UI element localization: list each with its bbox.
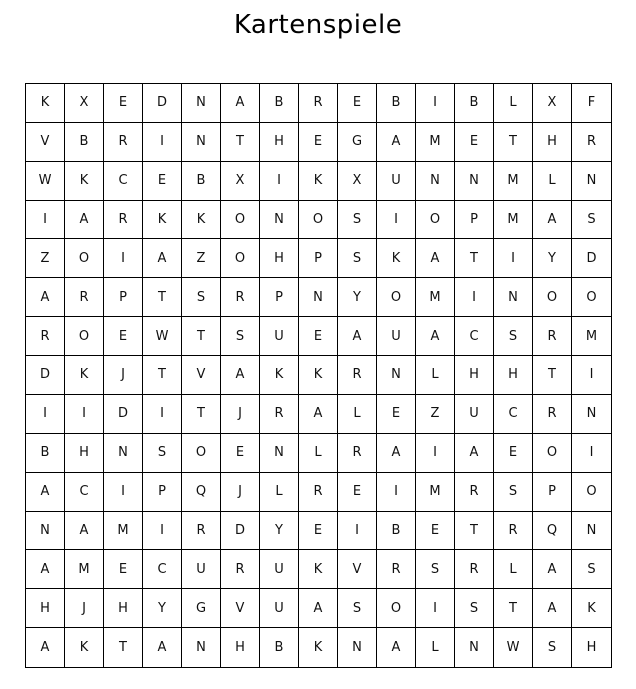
grid-cell: S — [572, 550, 611, 589]
grid-cell: I — [416, 84, 455, 123]
grid-cell: I — [377, 201, 416, 240]
grid-cell: S — [182, 278, 221, 317]
grid-cell: R — [533, 317, 572, 356]
grid-cell: A — [26, 550, 65, 589]
grid-cell: P — [104, 278, 143, 317]
grid-cell: E — [104, 550, 143, 589]
grid-cell: N — [104, 434, 143, 473]
grid-cell: I — [65, 395, 104, 434]
grid-cell: S — [221, 317, 260, 356]
grid-cell: E — [416, 512, 455, 551]
grid-cell: N — [455, 162, 494, 201]
grid-cell: R — [26, 317, 65, 356]
grid-cell: K — [572, 589, 611, 628]
grid-cell: G — [338, 123, 377, 162]
grid-cell: P — [533, 473, 572, 512]
word-search-grid — [25, 83, 612, 668]
grid-cell: T — [455, 512, 494, 551]
grid-cell: O — [182, 434, 221, 473]
grid-cell: V — [221, 589, 260, 628]
grid-cell: M — [104, 512, 143, 551]
grid-cell: I — [26, 395, 65, 434]
grid-cell: J — [221, 473, 260, 512]
grid-cell: A — [221, 356, 260, 395]
grid-cell: I — [104, 239, 143, 278]
grid-cell: L — [533, 162, 572, 201]
grid-cell: I — [416, 434, 455, 473]
grid-cell: L — [494, 550, 533, 589]
grid-cell: N — [377, 356, 416, 395]
grid-cell: K — [299, 356, 338, 395]
grid-cell: T — [533, 356, 572, 395]
grid-cell: T — [182, 317, 221, 356]
grid-cell: U — [455, 395, 494, 434]
grid-cell: R — [533, 395, 572, 434]
grid-cell: N — [26, 512, 65, 551]
grid-cell: B — [377, 84, 416, 123]
grid-cell: K — [65, 162, 104, 201]
grid-cell: K — [377, 239, 416, 278]
grid-cell: H — [586, 640, 597, 656]
grid-cell: P — [455, 201, 494, 240]
grid-cell: N — [572, 512, 611, 551]
grid-cell: A — [533, 589, 572, 628]
grid-cell: E — [494, 434, 533, 473]
grid-cell: Y — [260, 512, 299, 551]
grid-cell: R — [377, 550, 416, 589]
grid-cell: O — [221, 201, 260, 240]
grid-cell: T — [455, 239, 494, 278]
grid-cell: R — [104, 201, 143, 240]
grid-cell: H — [104, 589, 143, 628]
grid-cell: E — [104, 84, 143, 123]
grid-cell: O — [416, 201, 455, 240]
grid-cell: T — [143, 278, 182, 317]
grid-cell: L — [299, 434, 338, 473]
grid-cell: K — [26, 84, 65, 123]
grid-cell: U — [377, 317, 416, 356]
grid-cell: L — [338, 395, 377, 434]
grid-cell: J — [65, 589, 104, 628]
grid-cell: C — [494, 395, 533, 434]
grid-cell: A — [299, 395, 338, 434]
grid-cell: D — [221, 512, 260, 551]
grid-cell: M — [416, 278, 455, 317]
grid-cell: E — [221, 434, 260, 473]
grid-cell: I — [104, 473, 143, 512]
grid-cell: O — [533, 278, 572, 317]
grid-cell: G — [182, 589, 221, 628]
grid-cell: R — [65, 278, 104, 317]
grid-cell: A — [416, 317, 455, 356]
grid-cell: N — [455, 628, 494, 667]
grid-cell: T — [494, 123, 533, 162]
grid-cell: P — [143, 473, 182, 512]
grid-cell: B — [377, 512, 416, 551]
grid-cell: K — [299, 550, 338, 589]
grid-cell: D — [26, 356, 65, 395]
grid-cell: B — [26, 434, 65, 473]
grid-cell: E — [299, 123, 338, 162]
grid-cell: I — [143, 395, 182, 434]
grid-cell: B — [260, 84, 299, 123]
grid-cell: D — [104, 395, 143, 434]
grid-cell: V — [26, 123, 65, 162]
grid-cell: E — [455, 123, 494, 162]
grid-cell: R — [104, 123, 143, 162]
grid-cell: A — [533, 550, 572, 589]
grid-cell: O — [65, 317, 104, 356]
grid-cell: B — [182, 162, 221, 201]
grid-cell: P — [299, 239, 338, 278]
grid-cell: O — [377, 278, 416, 317]
grid-cell: K — [143, 201, 182, 240]
grid-cell: M — [65, 550, 104, 589]
grid-cell: K — [182, 201, 221, 240]
grid-cell: Z — [26, 239, 65, 278]
grid-cell: O — [65, 239, 104, 278]
grid-cell: U — [182, 550, 221, 589]
grid-cell: R — [221, 278, 260, 317]
grid-cell: Y — [338, 278, 377, 317]
grid-cell: W — [26, 162, 65, 201]
grid-cell: A — [377, 628, 416, 667]
grid-cell: J — [221, 395, 260, 434]
grid-cell: R — [260, 395, 299, 434]
grid-cell: I — [455, 278, 494, 317]
grid-cell: R — [338, 356, 377, 395]
grid-cell: A — [377, 123, 416, 162]
grid-cell: U — [260, 317, 299, 356]
grid-cell: N — [494, 278, 533, 317]
grid-cell: T — [182, 395, 221, 434]
grid-cell: C — [455, 317, 494, 356]
grid-cell: T — [221, 123, 260, 162]
grid-cell: S — [572, 201, 611, 240]
grid-cell: I — [572, 434, 611, 473]
grid-cell: D — [143, 84, 182, 123]
grid-cell: H — [221, 628, 260, 667]
grid-cell: N — [338, 628, 377, 667]
grid-cell: H — [260, 239, 299, 278]
grid-cell: T — [104, 628, 143, 667]
grid-cell: B — [260, 628, 299, 667]
grid-cell: Y — [533, 239, 572, 278]
grid-cell: O — [572, 473, 611, 512]
grid-cell: N — [182, 123, 221, 162]
grid-cell: T — [143, 356, 182, 395]
grid-cell: L — [416, 628, 455, 667]
grid-cell: S — [338, 589, 377, 628]
grid-cell: A — [143, 628, 182, 667]
grid-cell: S — [494, 317, 533, 356]
grid-cell: A — [416, 239, 455, 278]
page-title: Kartenspiele — [233, 10, 403, 40]
grid-cell: I — [260, 162, 299, 201]
grid-cell: K — [65, 356, 104, 395]
grid-cell: R — [299, 84, 338, 123]
grid-cell: I — [26, 201, 65, 240]
grid-cell: I — [143, 123, 182, 162]
grid-cell: L — [494, 84, 533, 123]
grid-cell: N — [260, 201, 299, 240]
grid-cell: I — [416, 589, 455, 628]
grid-cell: H — [260, 123, 299, 162]
grid-cell: R — [221, 550, 260, 589]
grid-cell: Q — [182, 473, 221, 512]
grid-cell: O — [299, 201, 338, 240]
grid-cell: T — [494, 589, 533, 628]
grid-cell: N — [572, 162, 611, 201]
grid-cell: K — [65, 628, 104, 667]
grid-cell: A — [65, 512, 104, 551]
grid-cell: E — [299, 512, 338, 551]
grid-cell: E — [299, 317, 338, 356]
grid-cell: V — [338, 550, 377, 589]
grid-cell: A — [533, 201, 572, 240]
grid-cell: P — [260, 278, 299, 317]
grid-cell: A — [338, 317, 377, 356]
grid-cell: I — [143, 512, 182, 551]
grid-cell: M — [494, 201, 533, 240]
grid-cell: A — [65, 201, 104, 240]
grid-cell: A — [455, 434, 494, 473]
grid-cell: H — [26, 589, 65, 628]
grid-cell: E — [104, 317, 143, 356]
grid-cell: N — [299, 278, 338, 317]
grid-cell: D — [572, 239, 611, 278]
grid-cell: U — [260, 550, 299, 589]
grid-cell: A — [26, 278, 65, 317]
grid-cell: X — [338, 162, 377, 201]
grid-cell: R — [455, 550, 494, 589]
grid-cell: A — [221, 84, 260, 123]
grid-cell: I — [494, 239, 533, 278]
grid-cell: R — [494, 512, 533, 551]
grid-cell: W — [494, 628, 533, 667]
grid-cell: O — [377, 589, 416, 628]
grid-cell: E — [338, 84, 377, 123]
grid-cell: N — [416, 162, 455, 201]
grid-cell: M — [572, 317, 611, 356]
grid-cell: J — [104, 356, 143, 395]
grid-cell: R — [572, 123, 611, 162]
grid-cell: A — [26, 628, 65, 667]
grid-cell: S — [494, 473, 533, 512]
grid-cell: S — [533, 628, 572, 667]
grid-cell: S — [338, 201, 377, 240]
grid-cell: A — [26, 473, 65, 512]
grid-cell: N — [572, 395, 611, 434]
grid-cell: C — [143, 550, 182, 589]
grid-cell: A — [143, 239, 182, 278]
grid-cell: M — [494, 162, 533, 201]
grid-cell: V — [182, 356, 221, 395]
grid-cell: E — [143, 162, 182, 201]
grid-cell: X — [65, 84, 104, 123]
grid-cell: K — [299, 162, 338, 201]
grid-cell: O — [221, 239, 260, 278]
grid-cell: N — [182, 628, 221, 667]
grid-cell: N — [260, 434, 299, 473]
grid-cell: Z — [416, 395, 455, 434]
grid-cell: R — [455, 473, 494, 512]
grid-cell: Y — [143, 589, 182, 628]
grid-cell: E — [338, 473, 377, 512]
grid-cell: R — [182, 512, 221, 551]
grid-cell: U — [377, 162, 416, 201]
grid-cell: A — [377, 434, 416, 473]
grid-cell: Q — [533, 512, 572, 551]
grid-cell: U — [260, 589, 299, 628]
grid-cell: X — [533, 84, 572, 123]
grid-cell: H — [65, 434, 104, 473]
grid-cell: H — [455, 356, 494, 395]
grid-cell: S — [338, 239, 377, 278]
grid-cell: L — [416, 356, 455, 395]
grid-cell: S — [455, 589, 494, 628]
grid-cell: S — [416, 550, 455, 589]
grid-cell: K — [299, 628, 338, 667]
grid-cell: F — [572, 84, 611, 123]
grid-cell: M — [416, 473, 455, 512]
grid-cell: H — [533, 123, 572, 162]
grid-cell: K — [260, 356, 299, 395]
grid-cell: O — [572, 278, 611, 317]
grid-cell: W — [143, 317, 182, 356]
grid-cell: I — [338, 512, 377, 551]
grid-cell: R — [338, 434, 377, 473]
grid-cell: C — [104, 162, 143, 201]
grid-cell: I — [377, 473, 416, 512]
grid-cell: L — [260, 473, 299, 512]
grid-cell: Z — [182, 239, 221, 278]
grid-cell: S — [143, 434, 182, 473]
grid-cell: M — [416, 123, 455, 162]
grid-cell: A — [299, 589, 338, 628]
grid-cell: B — [65, 123, 104, 162]
grid-cell: O — [533, 434, 572, 473]
grid-cell: C — [65, 473, 104, 512]
grid-cell: H — [494, 356, 533, 395]
grid-cell: N — [182, 84, 221, 123]
grid-cell: B — [455, 84, 494, 123]
grid-cell: E — [377, 395, 416, 434]
grid-cell: X — [221, 162, 260, 201]
grid-cell: R — [299, 473, 338, 512]
grid-cell: I — [572, 356, 611, 395]
